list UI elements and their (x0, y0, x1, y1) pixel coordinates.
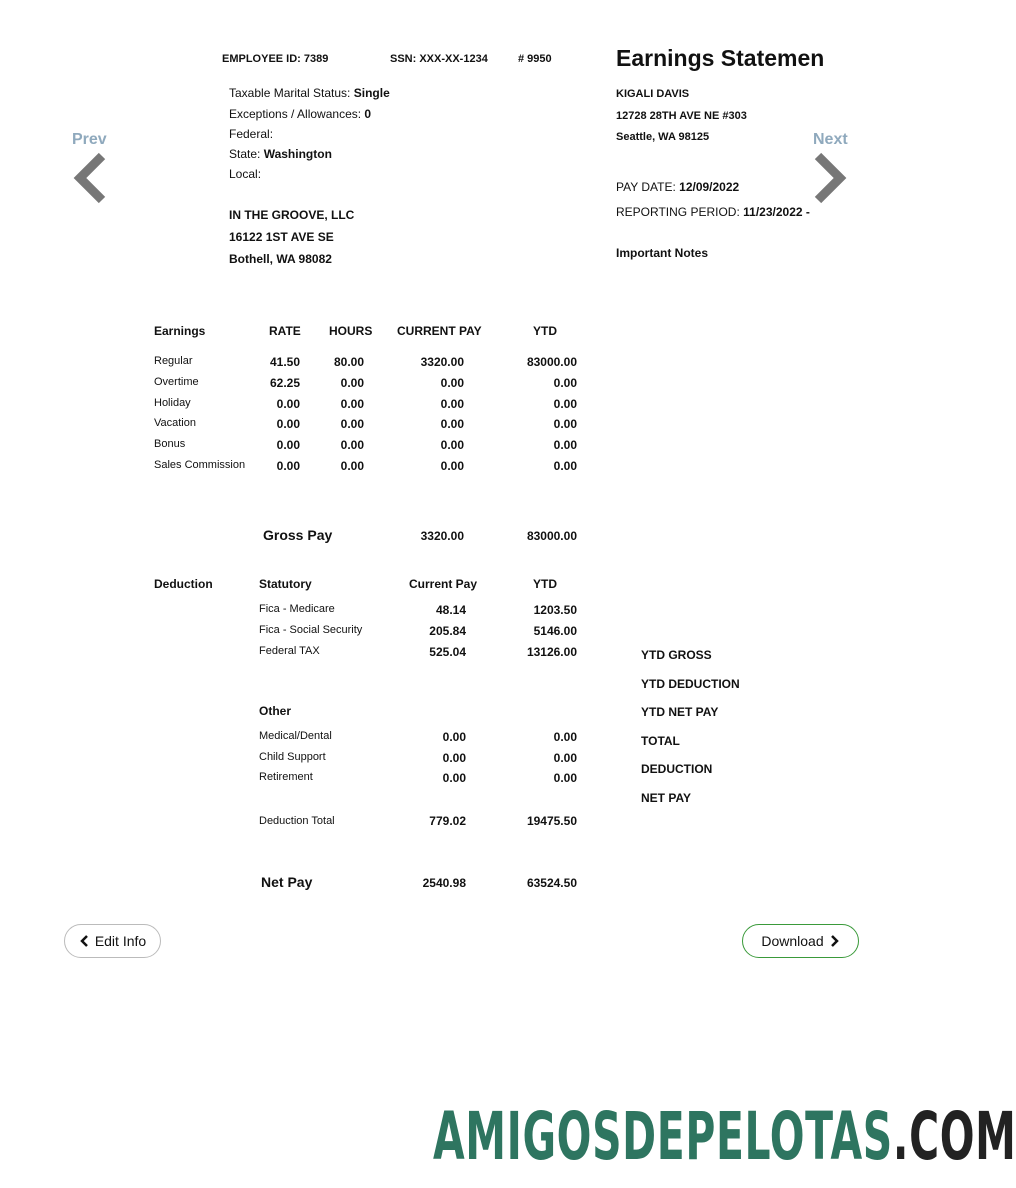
chevron-right-icon[interactable] (812, 152, 848, 204)
earning-hours: 0.00 (340, 438, 364, 453)
earning-hours: 80.00 (333, 355, 364, 369)
earning-current: 0.00 (440, 438, 464, 453)
local: Local: (229, 167, 262, 181)
net-pay-label: Net Pay (261, 874, 313, 890)
deduction-ytd: 1203.50 (533, 603, 577, 617)
deduction-label: Deduction (154, 577, 213, 591)
check-number: # 9950 (518, 53, 552, 65)
earning-type: Bonus (154, 438, 186, 451)
gross-pay-current: 3320.00 (420, 529, 464, 543)
earning-current: 3320.00 (420, 355, 464, 369)
rate-header: RATE (269, 324, 301, 338)
other-label: Other (259, 704, 292, 718)
earning-type: Regular (154, 355, 193, 367)
earning-type: Sales Commission (154, 459, 246, 471)
ytd-header: YTD (533, 324, 557, 338)
other-deduction-ytd: 0.00 (553, 730, 577, 744)
deduction-current: 48.14 (435, 603, 466, 617)
deduction-total-current: 779.02 (429, 814, 466, 828)
summary-label: NET PAY (641, 791, 692, 805)
statutory-label: Statutory (259, 577, 312, 591)
ssn: SSN: XXX-XX-1234 (390, 53, 488, 65)
chevron-left-icon (79, 935, 89, 947)
download-button[interactable]: Download (742, 924, 859, 958)
earning-rate: 41.50 (269, 355, 300, 369)
earning-rate: 0.00 (276, 438, 300, 453)
chevron-left-icon[interactable] (72, 152, 108, 204)
earning-ytd: 0.00 (553, 375, 577, 390)
page-title: Earnings Statemen (616, 45, 825, 71)
earning-rate: 62.25 (269, 375, 300, 390)
exceptions: Exceptions / Allowances: 0 (229, 107, 372, 121)
summary-label: YTD DEDUCTION (641, 676, 740, 691)
current-pay-header: CURRENT PAY (397, 324, 482, 338)
earning-ytd: 0.00 (553, 438, 577, 453)
net-pay-current: 2540.98 (422, 876, 466, 890)
deduction-ytd-header: YTD (533, 577, 557, 591)
earning-hours: 0.00 (340, 375, 364, 390)
deduction-ytd: 13126.00 (526, 645, 577, 659)
employee-address1: 12728 28TH AVE NE #303 (616, 110, 747, 122)
employee-address2: Seattle, WA 98125 (616, 131, 710, 143)
employer-address2: Bothell, WA 98082 (229, 252, 332, 266)
important-notes: Important Notes (616, 246, 709, 260)
federal: Federal: (229, 127, 274, 141)
deduction-current: 525.04 (429, 645, 466, 659)
other-deduction-current: 0.00 (442, 771, 466, 785)
employee-id: EMPLOYEE ID: 7389 (222, 53, 329, 65)
deduction-name: Fica - Medicare (259, 603, 335, 615)
watermark-logo: AMIGOSDEPELOTAS.COM (433, 1098, 1016, 1175)
gross-pay-label: Gross Pay (263, 527, 333, 543)
earning-type: Holiday (154, 396, 191, 409)
earning-ytd: 83000.00 (526, 355, 577, 369)
net-pay-ytd: 63524.50 (526, 876, 577, 890)
earning-current: 0.00 (440, 375, 464, 390)
other-deduction-name: Retirement (259, 771, 313, 783)
reporting-period: REPORTING PERIOD: 11/23/2022 - (616, 205, 810, 219)
earning-rate: 0.00 (276, 459, 300, 473)
earning-rate: 0.00 (276, 396, 300, 411)
gross-pay-ytd: 83000.00 (526, 529, 577, 543)
edit-info-button[interactable]: Edit Info (64, 924, 161, 958)
earning-current: 0.00 (440, 396, 464, 411)
earning-current: 0.00 (440, 459, 464, 473)
deduction-name: Federal TAX (259, 645, 320, 657)
employer-address1: 16122 1ST AVE SE (229, 230, 334, 244)
chevron-right-icon (830, 935, 840, 947)
earning-ytd: 0.00 (553, 417, 577, 432)
other-deduction-ytd: 0.00 (553, 771, 577, 785)
other-deduction-ytd: 0.00 (553, 750, 577, 765)
prev-link[interactable]: Prev (72, 131, 107, 148)
other-deduction-name: Child Support (259, 750, 326, 763)
other-deduction-name: Medical/Dental (259, 730, 332, 742)
earning-current: 0.00 (440, 417, 464, 432)
deduction-total-ytd: 19475.50 (526, 814, 577, 828)
employer-name: IN THE GROOVE, LLC (229, 208, 355, 222)
earning-type: Vacation (154, 417, 196, 430)
summary-label: DEDUCTION (641, 762, 713, 777)
earning-rate: 0.00 (276, 417, 300, 432)
deduction-current: 205.84 (429, 624, 466, 638)
summary-label: TOTAL (641, 733, 680, 748)
earning-hours: 0.00 (340, 417, 364, 432)
deduction-ytd: 5146.00 (533, 624, 577, 638)
summary-label: YTD NET PAY (641, 705, 719, 720)
hours-header: HOURS (329, 324, 373, 338)
earning-hours: 0.00 (340, 396, 364, 411)
deduction-name: Fica - Social Security (259, 624, 363, 636)
pay-date: PAY DATE: 12/09/2022 (616, 180, 740, 194)
other-deduction-current: 0.00 (442, 750, 466, 765)
deduction-total-label: Deduction Total (259, 815, 335, 827)
earning-type: Overtime (154, 375, 199, 388)
employee-name: KIGALI DAVIS (616, 88, 690, 100)
marital-status: Taxable Marital Status: Single (229, 86, 390, 100)
summary-label: YTD GROSS (641, 648, 712, 662)
other-deduction-current: 0.00 (442, 730, 466, 744)
next-link[interactable]: Next (813, 131, 848, 148)
earning-hours: 0.00 (340, 459, 364, 473)
earning-ytd: 0.00 (553, 396, 577, 411)
earning-ytd: 0.00 (553, 459, 577, 473)
deduction-current-header: Current Pay (409, 577, 478, 591)
earnings-header: Earnings (154, 324, 206, 338)
state: State: Washington (229, 147, 332, 161)
